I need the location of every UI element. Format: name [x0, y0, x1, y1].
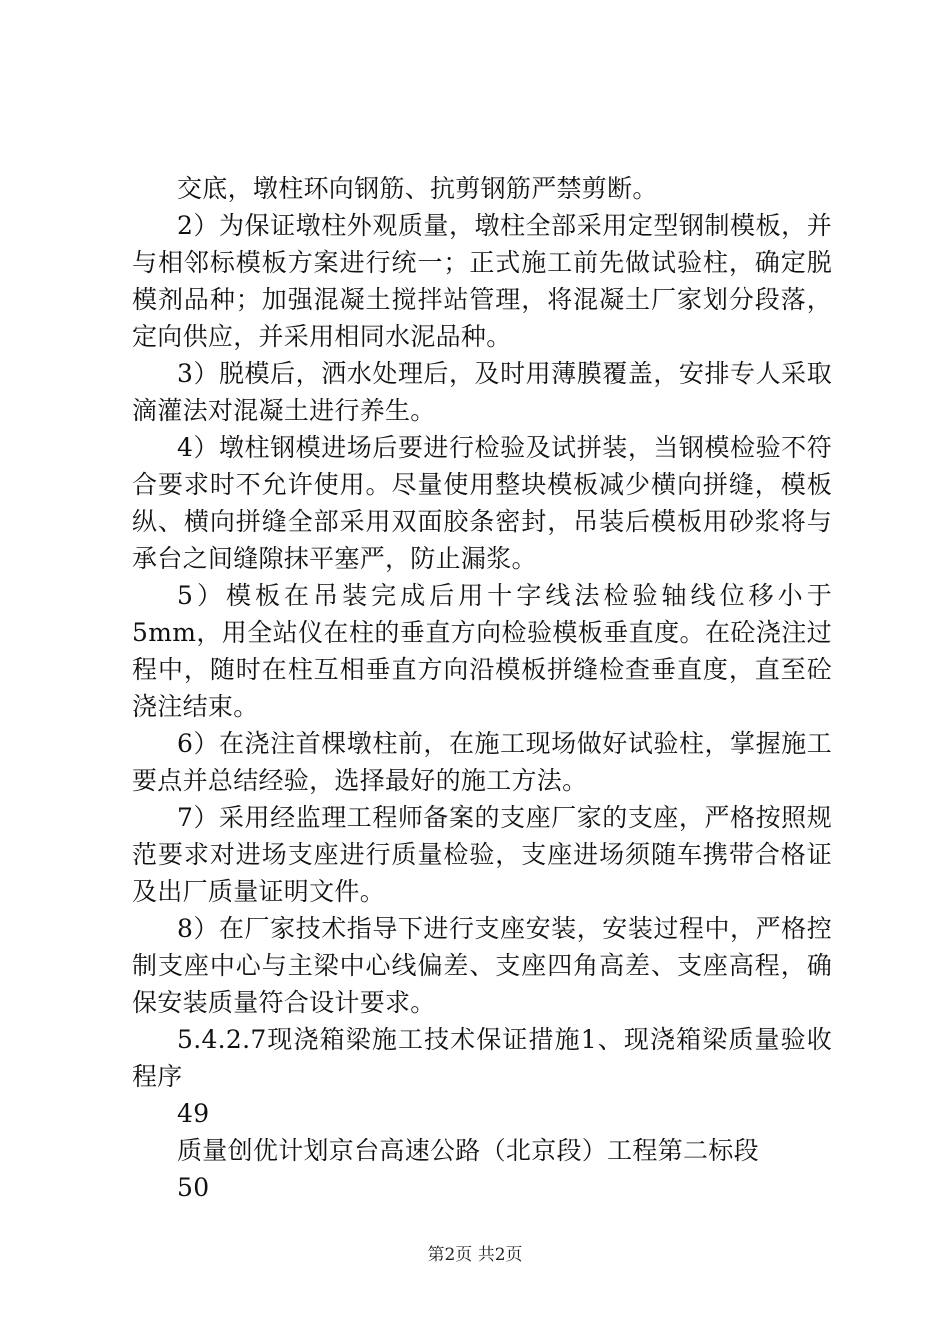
running-title: 质量创优计划京台高速公路（北京段）工程第二标段: [177, 1136, 759, 1165]
document-body: [132, 170, 832, 1206]
paragraph-item-6: 6）在浇注首棵墩柱前，在施工现场做好试验柱，掌握施工要点并总结经验，选择最好的施工方法。: [132, 729, 832, 795]
section-heading: 5.4.2.7现浇箱梁施工技术保证措施1、现浇箱梁质量验收程序: [132, 1025, 832, 1091]
page-number-49: 49: [177, 1099, 210, 1128]
paragraph-item-2: 2）为保证墩柱外观质量，墩柱全部采用定型钢制模板，并与相邻标模板方案进行统一；正式施工前先做试验柱，确定脱模剂品种；加强混凝土搅拌站管理，将混凝土厂家划分段落，定向供应，并采用相同水泥品种。: [132, 211, 832, 351]
paragraph-item-4: 4）墩柱钢模进场后要进行检验及试拼装，当钢模检验不符合要求时不允许使用。尽量使用整块模板减少横向拼缝，模板纵、横向拼缝全部采用双面胶条密封，吊装后模板用砂浆将与承台之间缝隙抹平塞严，防止漏浆。: [132, 433, 832, 573]
page-footer: 第2页 共2页: [427, 1245, 523, 1265]
page-number-50: 50: [177, 1173, 210, 1202]
paragraph-continuation: 交底，墩柱环向钢筋、抗剪钢筋严禁剪断。: [177, 174, 658, 203]
paragraph-item-3: 3）脱模后，洒水处理后，及时用薄膜覆盖，安排专人采取滴灌法对混凝土进行养生。: [132, 359, 832, 425]
paragraph-item-5: 5）模板在吊装完成后用十字线法检验轴线位移小于5mm，用全站仪在柱的垂直方向检验模板垂直度。在砼浇注过程中，随时在柱互相垂直方向沿模板拼缝检查垂直度，直至砼浇注结束。: [132, 581, 832, 721]
paragraph-item-8: 8）在厂家技术指导下进行支座安装，安装过程中，严格控制支座中心与主梁中心线偏差、支座四角高差、支座高程，确保安装质量符合设计要求。: [132, 914, 832, 1017]
paragraph-item-7: 7）采用经监理工程师备案的支座厂家的支座，严格按照规范要求对进场支座进行质量检验，支座进场须随车携带合格证及出厂质量证明文件。: [132, 803, 832, 906]
